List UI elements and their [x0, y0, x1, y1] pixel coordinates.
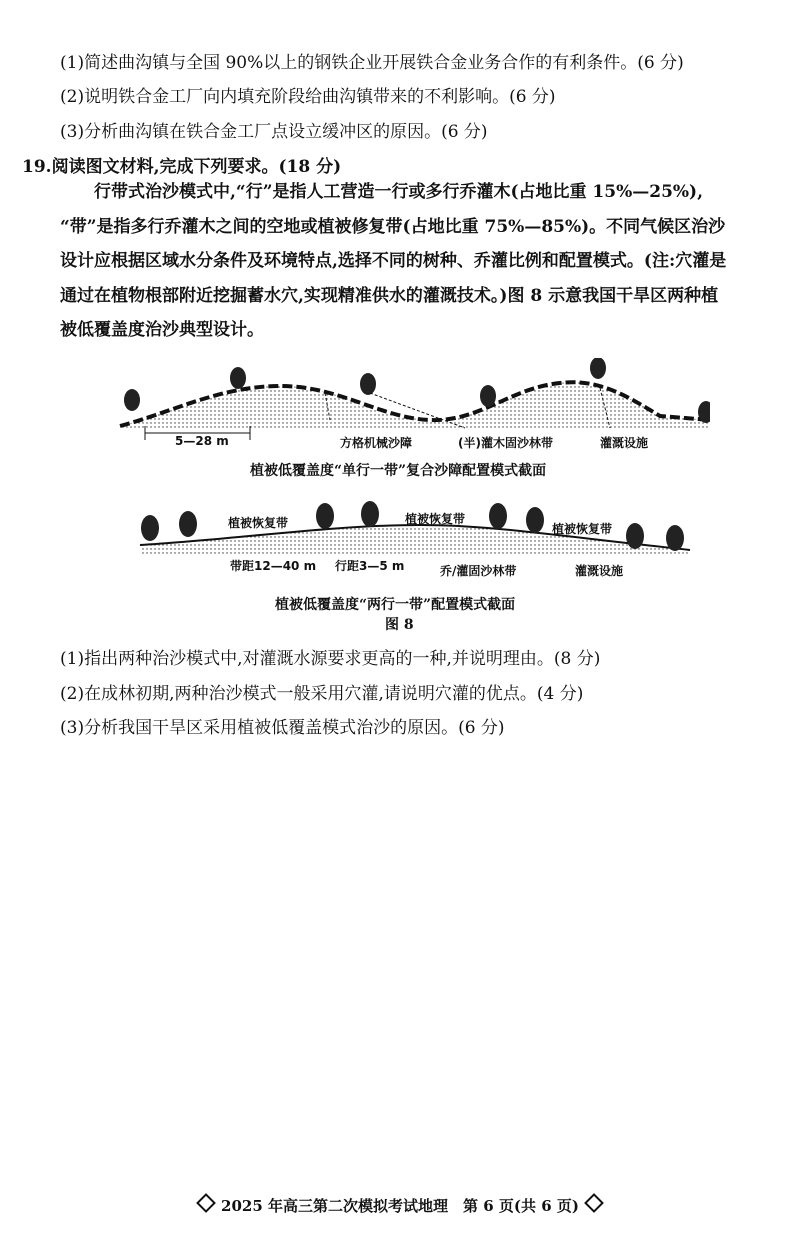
top-label-sand-barrier: 方格机械沙障: [340, 436, 413, 450]
figure-label: 图 8: [385, 617, 414, 633]
top-dimension-label: 5—28 m: [175, 434, 229, 448]
bottom-label-irrigation: 灌溉设施: [575, 564, 624, 578]
diamond-icon: [196, 1193, 216, 1213]
passage-line: 被低覆盖度治沙典型设计。: [60, 320, 264, 340]
passage-line: 通过在植物根部附近挖掘蓄水穴,实现精准供水的灌溉技术。)图 8 示意我国干旱区两种植: [60, 285, 719, 306]
page-footer: [0, 1195, 800, 1216]
question-19-passage: [60, 175, 780, 348]
bottom-zone-label-3: 植被恢复带: [552, 522, 613, 536]
passage-line: 行带式治沙模式中,“行”是指人工营造一行或多行乔灌木(占地比重 15%—25%),: [60, 182, 704, 202]
bottom-zone-label-1: 植被恢复带: [228, 516, 289, 530]
bottom-band-spacing: 带距12—40 m: [230, 559, 317, 573]
prev-question-1: (1)简述曲沟镇与全国 90%以上的钢铁企业开展铁合金业务合作的有利条件。(6 分): [60, 53, 684, 73]
diamond-icon: [584, 1193, 604, 1213]
figure-top-caption: 植被低覆盖度“单行一带”复合沙障配置模式截面: [250, 463, 547, 479]
footer-text: 2025 年高三第二次模拟考试地理 第 6 页(共 6 页): [221, 1197, 579, 1215]
dune-fill: [120, 382, 710, 428]
question-19-title: 19.阅读图文材料,完成下列要求。(18 分): [22, 157, 342, 177]
top-label-irrigation: 灌溉设施: [600, 436, 649, 450]
question-19-3: (3)分析我国干旱区采用植被低覆盖模式治沙的原因。(6 分): [60, 718, 505, 738]
question-19-2: (2)在成林初期,两种治沙模式一般采用穴灌,请说明穴灌的优点。(4 分): [60, 684, 584, 704]
bottom-label-shelterbelt: 乔/灌固沙林带: [440, 564, 517, 578]
prev-question-2: (2)说明铁合金工厂向内填充阶段给曲沟镇带来的不利影响。(6 分): [60, 87, 556, 107]
prev-question-3: (3)分析曲沟镇在铁合金工厂点设立缓冲区的原因。(6 分): [60, 122, 488, 142]
figure-bottom-caption: 植被低覆盖度“两行一带”配置模式截面: [275, 597, 516, 613]
bottom-zone-label-2: 植被恢复带: [405, 512, 466, 526]
passage-line: “带”是指多行乔灌木之间的空地或植被修复带(占地比重 75%—85%)。不同气候区治沙: [60, 216, 726, 237]
top-label-shrub-belt: (半)灌木固沙林带: [458, 436, 553, 450]
bottom-row-spacing: 行距3—5 m: [335, 559, 405, 573]
question-19-1: (1)指出两种治沙模式中,对灌溉水源要求更高的一种,并说明理由。(8 分): [60, 649, 601, 669]
passage-line: 设计应根据区域水分条件及环境特点,选择不同的树种、乔灌比例和配置模式。(注:穴灌是: [60, 251, 727, 271]
